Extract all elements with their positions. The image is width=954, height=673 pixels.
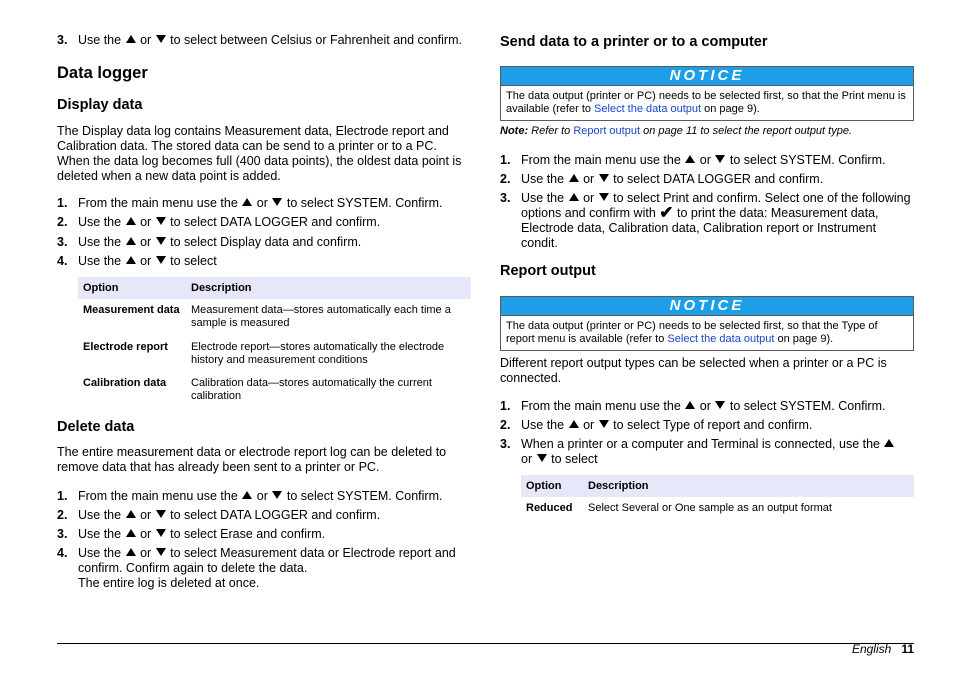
display-data-options-table	[78, 277, 471, 407]
down-arrow-icon	[156, 217, 166, 225]
down-arrow-icon	[156, 35, 166, 43]
table-header: Description	[583, 475, 914, 497]
notice-body: The data output (printer or PC) needs to be selected first, so that the Print menu is available (refer to Select the data output on page 9).	[506, 90, 906, 115]
display-data-paragraph: The Display data log contains Measurement data, Electrode report and Calibration data. The stored data can be send to a printer or to a PC. When the data log becomes full (400 data points), the oldest data point is deleted when a new data point is added.	[57, 124, 462, 183]
down-arrow-icon	[272, 491, 282, 499]
up-arrow-icon	[242, 491, 252, 499]
down-arrow-icon	[599, 193, 609, 201]
up-arrow-icon	[126, 35, 136, 43]
data-logger-heading: Data logger	[57, 64, 148, 82]
up-arrow-icon	[126, 510, 136, 518]
notice-title: NOTICE	[501, 297, 913, 316]
footer-language: English	[851, 642, 892, 656]
up-arrow-icon	[126, 217, 136, 225]
down-arrow-icon	[272, 198, 282, 206]
up-arrow-icon	[242, 198, 252, 206]
report-output-heading: Report output	[500, 263, 596, 279]
page-footer	[852, 642, 914, 656]
down-arrow-icon	[599, 174, 609, 182]
down-arrow-icon	[156, 548, 166, 556]
footer-divider	[57, 643, 914, 644]
delete-data-heading: Delete data	[57, 419, 135, 435]
table-row: Calibration data Calibration data—stores automatically the current calibration	[83, 377, 432, 402]
notice-title: NOTICE	[501, 67, 913, 86]
send-data-heading: Send data to a printer or to a computer	[500, 34, 768, 50]
notice-body: The data output (printer or PC) needs to be selected first, so that the Type of report menu is available (refer to Select the data output on page 9).	[506, 320, 878, 345]
up-arrow-icon	[126, 256, 136, 264]
up-arrow-icon	[685, 155, 695, 163]
down-arrow-icon	[156, 256, 166, 264]
down-arrow-icon	[156, 237, 166, 245]
up-arrow-icon	[569, 420, 579, 428]
up-arrow-icon	[569, 193, 579, 201]
down-arrow-icon	[156, 529, 166, 537]
down-arrow-icon	[537, 454, 547, 462]
table-row: Electrode report Electrode report—stores automatically the electrode history and measurement conditions	[83, 341, 445, 366]
delete-data-paragraph: The entire measurement data or electrode report log can be deleted to remove data that has already been sent to a printer or PC.	[57, 445, 447, 474]
up-arrow-icon	[884, 439, 894, 447]
down-arrow-icon	[715, 401, 725, 409]
up-arrow-icon	[126, 529, 136, 537]
table-header: Option	[78, 277, 186, 299]
checkmark-icon: ✔	[659, 203, 674, 222]
display-data-heading: Display data	[57, 97, 143, 113]
up-arrow-icon	[126, 237, 136, 245]
table-row: Measurement data Measurement data—stores automatically each time a sample is measured	[83, 304, 451, 329]
down-arrow-icon	[715, 155, 725, 163]
report-output-options-table	[521, 475, 914, 518]
table-header: Description	[186, 277, 471, 299]
up-arrow-icon	[685, 401, 695, 409]
up-arrow-icon	[569, 174, 579, 182]
page-number: 11	[901, 642, 914, 656]
up-arrow-icon	[126, 548, 136, 556]
select-data-output-link[interactable]: Select the data output	[667, 333, 775, 345]
down-arrow-icon	[156, 510, 166, 518]
notice-box	[500, 296, 914, 351]
notice-box	[500, 66, 914, 121]
report-output-paragraph: Different report output types can be selected when a printer or a PC is connected.	[500, 356, 887, 385]
table-row: Reduced Select Several or One sample as an output format	[526, 502, 832, 514]
report-output-link[interactable]: Report output	[573, 125, 641, 137]
note-text: Note: Refer to Report output on page 11 to select the report output type.	[500, 125, 853, 137]
select-data-output-link[interactable]: Select the data output	[594, 103, 702, 115]
down-arrow-icon	[599, 420, 609, 428]
table-header: Option	[521, 475, 583, 497]
